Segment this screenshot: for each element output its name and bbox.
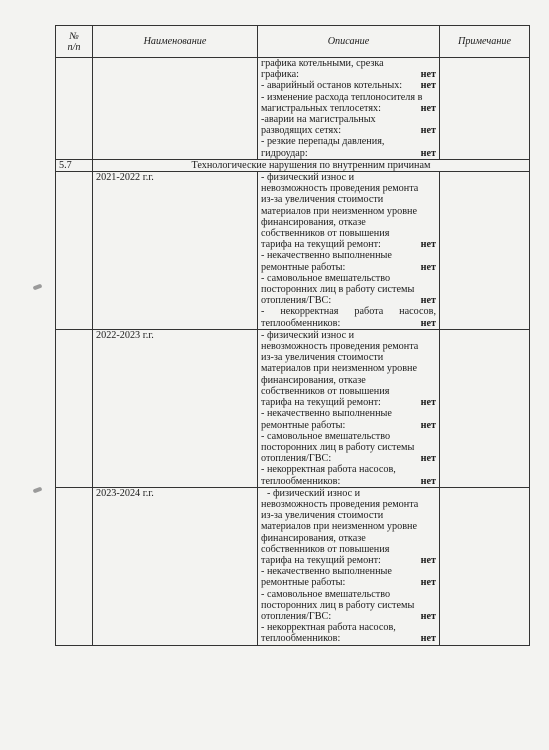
description-line [261,431,436,442]
description-text: отопления/ГВС: [261,453,332,465]
description-line [261,206,436,217]
description-line [261,622,436,633]
cell-number [56,329,93,487]
description-line [261,397,436,408]
status-value: нет [420,419,436,431]
description-text: - некачественно выполненные [261,566,392,578]
column-header-note: Примечание [440,26,530,58]
description-text: теплообменников: [261,633,341,645]
description-text: финансирования, отказе [261,532,366,544]
cell-description [258,58,440,160]
status-value: нет [420,239,436,251]
description-line [261,408,436,419]
description-text: гидроудар: [261,147,308,159]
description-text: тарифа на текущий ремонт: [261,397,381,409]
status-value: нет [420,102,436,114]
description-text: финансирования, отказе [261,216,366,228]
description-text: из-за увеличения стоимости [261,510,384,522]
description-line [261,633,436,644]
description-line [261,488,436,499]
description-text: графика: [261,69,299,81]
description-line [261,92,436,103]
description-text: - самовольное вмешательство [261,588,391,600]
description-text: теплообменников: [261,475,341,487]
column-header-number [56,26,93,58]
description-text: - некачественно выполненные [261,408,392,420]
cell-number [56,172,93,330]
period-row [56,329,530,487]
status-value: нет [420,577,436,589]
description-text: - некорректная работа насосов, [261,464,396,476]
description-line [261,318,436,329]
description-line [261,262,436,273]
description-line [261,306,436,317]
description-line [261,58,436,69]
table-row [56,58,530,160]
inspection-table [55,25,530,646]
section-number: 5.7 [56,159,93,171]
description-text: - физический износ и [261,329,355,341]
table-header-row [56,26,530,58]
description-text: отопления/ГВС: [261,610,332,622]
description-line [261,577,436,588]
cell-note [440,172,530,330]
description-text: - некорректная работа насосов, [261,306,436,318]
status-value: нет [420,317,436,329]
description-text: ремонтные работы: [261,419,346,431]
description-line [261,217,436,228]
description-line [261,228,436,239]
description-line [261,442,436,453]
status-value: нет [420,295,436,307]
status-value: нет [420,453,436,465]
description-text: посторонних лиц в работу системы [261,441,415,453]
description-line [261,600,436,611]
description-line [261,125,436,136]
status-value: нет [420,610,436,622]
description-text: финансирования, отказе [261,374,366,386]
description-line [261,183,436,194]
section-title: Технологические нарушения по внутренним причинам [93,159,530,171]
cell-number [56,58,93,160]
description-text: из-за увеличения стоимости [261,194,384,206]
description-line [261,114,436,125]
description-text: отопления/ГВС: [261,295,332,307]
status-value: нет [420,475,436,487]
description-line [261,273,436,284]
description-line [261,464,436,475]
description-line [261,544,436,555]
description-text: разводящих сетях: [261,125,342,137]
description-text: графика котельными, срезка [261,58,384,69]
column-header-name: Наименование [93,26,258,58]
description-line [261,566,436,577]
description-lines [261,58,436,159]
description-line [261,341,436,352]
status-value: нет [420,69,436,81]
description-line [261,453,436,464]
description-line [261,386,436,397]
description-text: невозможность проведения ремонта [261,498,419,510]
cell-number [56,487,93,645]
description-line [261,363,436,374]
period-label: 2023-2024 г.г. [93,487,258,645]
description-text: посторонних лиц в работу системы [261,284,415,296]
period-label: 2022-2023 г.г. [93,329,258,487]
description-text: невозможность проведения ремонта [261,341,419,353]
description-line [261,510,436,521]
cell-note [440,487,530,645]
cell-name [93,58,258,160]
description-line [261,611,436,622]
description-line [261,499,436,510]
description-line [261,375,436,386]
cell-description [258,329,440,487]
cell-description [258,172,440,330]
description-text: - физический износ и [261,172,355,184]
description-text: - самовольное вмешательство [261,272,391,284]
description-line [261,69,436,80]
description-line [261,420,436,431]
description-line [261,250,436,261]
column-header-description: Описание [258,26,440,58]
description-text: - изменение расхода теплоносителя в [261,91,423,103]
description-text: - физический износ и [267,487,361,499]
description-text: собственников от повышения [261,385,390,397]
status-value: нет [420,633,436,645]
description-line [261,352,436,363]
description-line [261,555,436,566]
period-row [56,172,530,330]
description-line [261,521,436,532]
description-text: - самовольное вмешательство [261,430,391,442]
number-sign: № [69,30,79,42]
description-line [261,136,436,147]
cell-note [440,329,530,487]
description-line [261,194,436,205]
description-text: материалов при неизменном уровне [261,521,417,533]
punch-hole-mark [33,284,43,291]
status-value: нет [420,397,436,409]
section-row [56,159,530,171]
description-text: собственников от повышения [261,228,390,240]
description-text: собственников от повышения [261,543,390,555]
description-line [261,172,436,183]
description-line [261,589,436,600]
period-label: 2021-2022 г.г. [93,172,258,330]
description-text: материалов при неизменном уровне [261,363,417,375]
description-line [261,533,436,544]
description-text: теплообменников: [261,317,341,329]
period-row [56,487,530,645]
status-value: нет [420,147,436,159]
description-text: ремонтные работы: [261,261,346,273]
description-text: - некорректная работа насосов, [261,622,396,634]
description-text: - некачественно выполненные [261,250,392,262]
description-text: ремонтные работы: [261,577,346,589]
description-line [261,148,436,159]
punch-hole-mark [33,487,43,494]
description-text: -аварии на магистральных [261,114,376,126]
description-line [261,476,436,487]
description-line [261,80,436,91]
description-text: невозможность проведения ремонта [261,183,419,195]
description-line [261,284,436,295]
description-text: материалов при неизменном уровне [261,205,417,217]
cell-description [258,487,440,645]
description-line [261,295,436,306]
description-text: - резкие перепады давления, [261,136,385,148]
description-text: тарифа на текущий ремонт: [261,554,381,566]
status-value: нет [420,125,436,137]
description-text: магистральных теплосетях: [261,102,381,114]
description-line [261,103,436,114]
description-text: посторонних лиц в работу системы [261,599,415,611]
description-line [261,239,436,250]
description-line [261,330,436,341]
status-value: нет [420,554,436,566]
description-text: тарифа на текущий ремонт: [261,239,381,251]
description-text: из-за увеличения стоимости [261,352,384,364]
number-abbrev: п/п [67,41,81,53]
status-value: нет [420,261,436,273]
description-text: - аварийный останов котельных: [261,80,403,92]
status-value: нет [420,80,436,92]
cell-note [440,58,530,160]
